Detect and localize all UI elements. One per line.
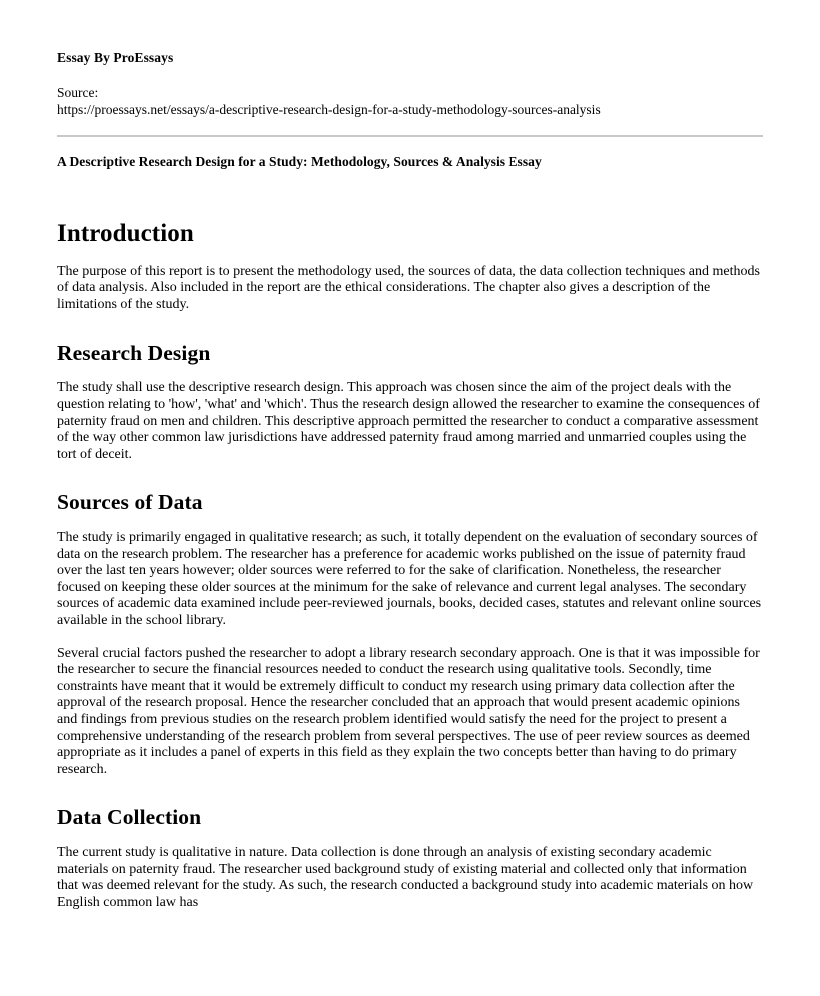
body-paragraph: The current study is qualitative in nature. Data collection is done through an analysis of existing secondary academic materials on paternity fraud. The researcher used background study of existing material and collected only that information that was deemed relevant for the study. As such, the research conducted a background study into academic materials on how English common law has — [57, 845, 754, 910]
header-divider — [57, 135, 763, 137]
essay-section — [57, 805, 763, 911]
section-heading: Introduction — [57, 220, 194, 248]
body-paragraph: Several crucial factors pushed the researcher to adopt a library research secondary approach. One is that it was impossible for the researcher to secure the financial resources needed to conduct the research using qualitative tools. Secondly, time constraints have meant that it would be extremely difficult to conduct my research using primary data collection after the approval of the research proposal. Hence the researcher concluded that an approach that would present academic opinions and findings from previous studies on the research problem identified would satisfy the need for the project to present a comprehensive understanding of the research problem from several perspectives. The use of peer review sources as deemed appropriate as it includes a panel of experts in this field as they explain the two concepts better than having to do primary research. — [57, 645, 760, 777]
essay-title: A Descriptive Research Design for a Study: Methodology, Sources & Analysis Essay — [57, 154, 542, 170]
source-url[interactable]: https://proessays.net/essays/a-descriptive-research-design-for-a-study-methodology-sources-analysis — [57, 102, 601, 118]
section-heading: Research Design — [57, 340, 211, 365]
body-paragraph: The purpose of this report is to present the methodology used, the sources of data, the data collection techniques and methods of data analysis. Also included in the report are the ethical considerations. The chapter also gives a description of the limitations of the study. — [57, 263, 760, 312]
section-heading: Sources of Data — [57, 490, 203, 515]
essay-section — [57, 341, 763, 464]
essay-section — [57, 490, 763, 778]
site-name: Essay By ProEssays — [57, 50, 174, 65]
essay-section — [57, 220, 763, 314]
body-paragraph: The study shall use the descriptive research design. This approach was chosen since the aim of the project deals with the question relating to 'how', 'what' and 'which'. Thus the research design allowed the researcher to examine the consequences of paternity fraud on men and children. This descriptive approach permitted the researcher to conduct a comparative assessment of the way other common law jurisdictions have addressed paternity fraud among married and unmarried couples using the tort of deceit. — [57, 380, 760, 462]
source-block — [57, 84, 763, 118]
essay-body — [57, 220, 763, 911]
body-paragraph: The study is primarily engaged in qualitative research; as such, it totally dependent on the evaluation of secondary sources of data on the research problem. The researcher has a preference for academic works published on the issue of paternity fraud over the last ten years however; older sources were referred to for the sake of clarification. Nonetheless, the researcher focused on keeping these older sources at the minimum for the sake of relevance and current legal analyses. The secondary sources of academic data examined include peer-reviewed journals, books, decided cases, statutes and relevant online sources available in the school library. — [57, 530, 762, 628]
section-heading: Data Collection — [57, 805, 202, 830]
source-label: Source: — [57, 85, 99, 101]
